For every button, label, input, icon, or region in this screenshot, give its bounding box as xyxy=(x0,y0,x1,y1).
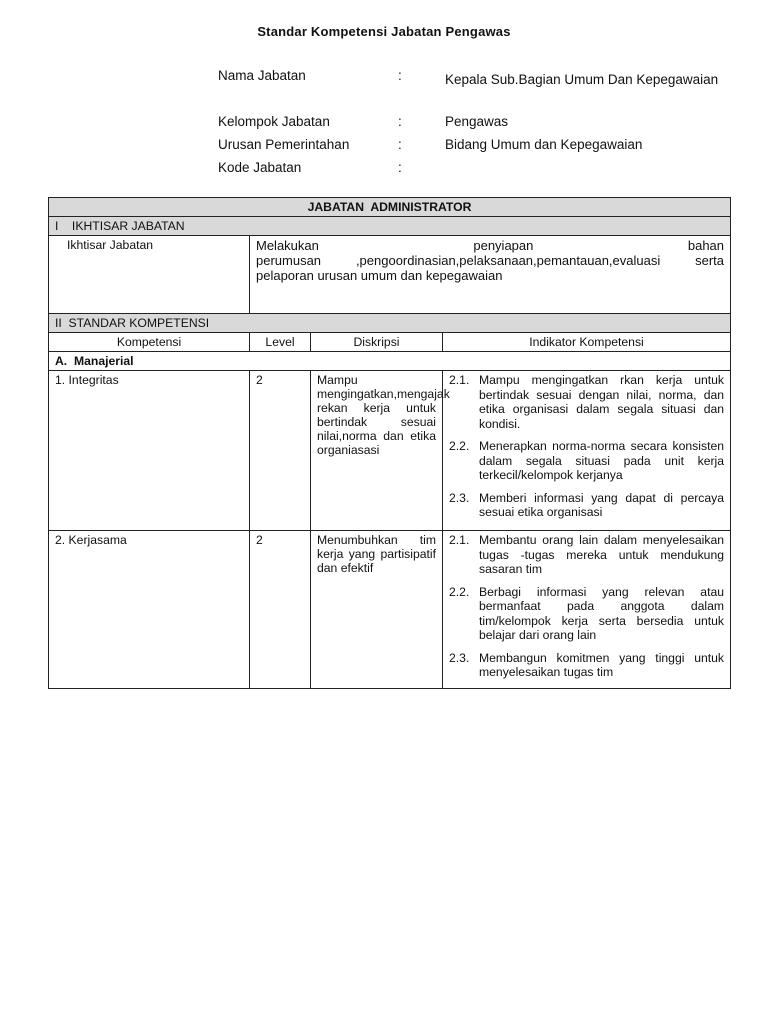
ikhtisar-text xyxy=(250,236,731,314)
ikhtisar-line: Melakukan penyiapan bahan xyxy=(256,238,725,253)
section-row-ikhtisar xyxy=(49,217,731,236)
level-cell: 2 xyxy=(250,371,311,531)
indikator-item xyxy=(449,491,724,520)
indikator-cell xyxy=(443,371,731,531)
indikator-item xyxy=(449,373,724,431)
indikator-text: Membangun komitmen yang tinggi untuk menyelesaikan tugas tim xyxy=(479,650,725,679)
kompetensi-cell: 1. Integritas xyxy=(49,371,250,531)
page-title: Standar Kompetensi Jabatan Pengawas xyxy=(257,24,511,39)
indikator-cell xyxy=(443,531,731,689)
column-header: Level xyxy=(250,333,311,352)
indikator-text: Berbagi informasi yang relevan atau bermanfaat pada anggota dalam tim/kelompok kerja serta bersedia untuk belajar dari orang lain xyxy=(479,584,725,642)
indikator-number: 2.3. xyxy=(449,490,470,505)
indikator-item xyxy=(449,533,724,577)
ikhtisar-label: Ikhtisar Jabatan xyxy=(49,236,250,314)
level-cell: 2 xyxy=(250,531,311,689)
diskripsi-cell: Menumbuhkan tim kerja yang partisipatif dan efektif xyxy=(311,531,443,689)
group-title: A. Manajerial xyxy=(49,352,731,371)
indikator-number: 2.1. xyxy=(449,533,470,547)
section-title-ikhtisar: I IKHTISAR JABATAN xyxy=(49,217,731,236)
table-row xyxy=(49,371,731,531)
table-row xyxy=(49,531,731,689)
indikator-text: Mampu mengingatkan rkan kerja untuk bertindak sesuai dengan nilai, norma, dan etika organisasi dalam segala situasi dan kondisi. xyxy=(479,373,725,431)
section-title-standar: II STANDAR KOMPETENSI xyxy=(49,314,731,333)
indikator-text: Membantu orang lain dalam menyelesaikan tugas -tugas mereka untuk mendukung sasaran tim xyxy=(479,533,725,576)
indikator-number: 2.2. xyxy=(449,584,470,599)
ikhtisar-line: pelaporan urusan umum dan kepegawaian xyxy=(256,268,503,283)
info-label: Nama Jabatan xyxy=(218,68,306,83)
info-colon: : xyxy=(398,137,402,152)
group-row xyxy=(49,352,731,371)
column-header: Diskripsi xyxy=(311,333,443,352)
info-value: Kepala Sub.Bagian Umum Dan Kepegawaian xyxy=(445,72,719,87)
indikator-number: 2.2. xyxy=(449,439,470,453)
ikhtisar-row xyxy=(49,236,731,314)
indikator-item xyxy=(449,585,724,643)
column-header: Indikator Kompetensi xyxy=(443,333,731,352)
indikator-item xyxy=(449,651,724,680)
info-value: Bidang Umum dan Kepegawaian xyxy=(445,137,643,152)
kompetensi-cell: 2. Kerjasama xyxy=(49,531,250,689)
section-row-standar xyxy=(49,314,731,333)
column-header-row xyxy=(49,333,731,352)
table-header: JABATAN ADMINISTRATOR xyxy=(49,198,731,217)
indikator-text: Menerapkan norma-norma secara konsisten dalam segala situasi pada unit kerja terkecil/kelompok kerjanya xyxy=(479,439,725,482)
table-header-row xyxy=(49,198,731,217)
indikator-text: Memberi informasi yang dapat di percaya sesuai etika organisasi xyxy=(479,490,725,519)
info-label: Urusan Pemerintahan xyxy=(218,137,350,152)
info-value: Pengawas xyxy=(445,114,509,129)
indikator-number: 2.3. xyxy=(449,650,470,665)
indikator-item xyxy=(449,439,724,483)
info-colon: : xyxy=(398,68,402,83)
competency-table xyxy=(48,197,731,689)
info-colon: : xyxy=(398,160,402,175)
indikator-number: 2.1. xyxy=(449,373,470,387)
info-label: Kelompok Jabatan xyxy=(218,114,330,129)
diskripsi-cell: Mampu mengingatkan,mengajak rekan kerja untuk bertindak sesuai nilai,norma dan etika organiasasi xyxy=(311,371,443,531)
info-label: Kode Jabatan xyxy=(218,160,302,175)
column-header: Kompetensi xyxy=(49,333,250,352)
ikhtisar-line: perumusan ,pengoordinasian,pelaksanaan,pemantauan,evaluasi serta xyxy=(256,253,725,268)
info-colon: : xyxy=(398,114,402,129)
